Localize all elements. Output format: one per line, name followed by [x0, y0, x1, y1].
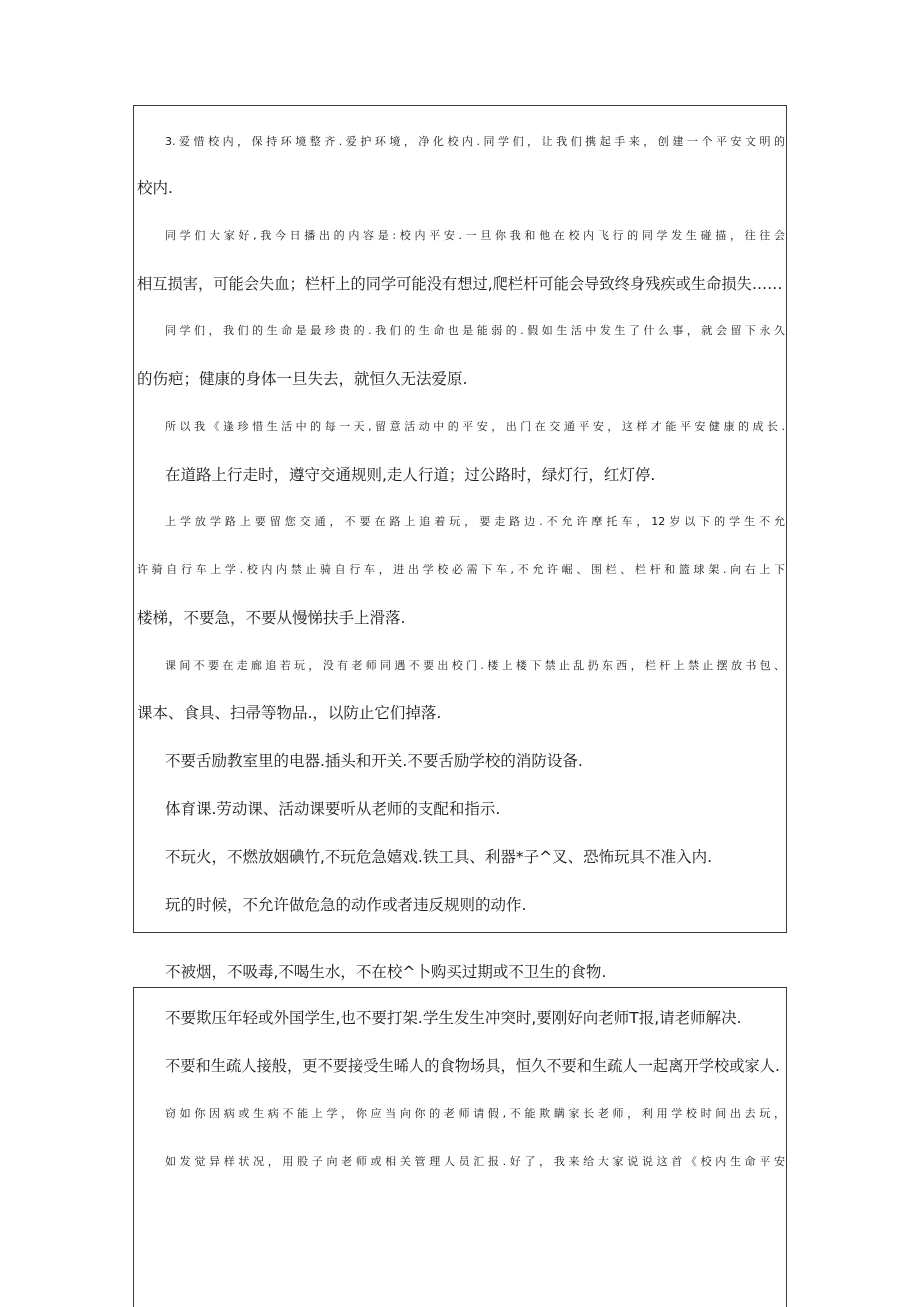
paragraph-line: 课间不要在走廊追若玩，没有老师同遇不要出校门.楼上楼下禁止乱扔东西，栏杆上禁止摆放书包、: [165, 659, 785, 672]
paragraph-line: 所以我《逢珍惜生活中的每一天,留意活动中的平安，出门在交通平安，这样才能平安健康的成长.: [165, 420, 785, 433]
paragraph-line: 玩的时候，不允许做危急的动作或者违反规则的动作.: [165, 896, 527, 914]
paragraph-line: 同学们，我们的生命是最珍贵的.我们的生命也是能弱的.假如生活中发生了什么事，就会留下永久: [165, 324, 785, 337]
paragraph-line: 同学们大家好,我今日播出的内容是:校内平安.一旦你我和他在校内飞行的同学发生碰描，往往会: [165, 229, 785, 242]
paragraph-line: 在道路上行走时，遵守交通规则,走人行道；过公路时，绿灯行，红灯停.: [165, 466, 656, 484]
text-frame-top: [133, 105, 787, 933]
paragraph-line: 相互损害，可能会失血；栏杆上的同学可能没有想过,爬栏杆可能会导致终身残疾或生命损失……: [137, 275, 783, 293]
paragraph-line: 上学放学路上要留您交通，不要在路上追着玩，要走路边.不允许摩托车，12岁以下的学生不允: [165, 515, 785, 528]
paragraph-line: 课本、食具、扫帚等物品.，以防止它们掉落.: [137, 704, 442, 722]
text-frame-bottom: [133, 987, 787, 1307]
paragraph-line: 楼梯，不要急，不要从慢悌扶手上滑落.: [137, 609, 406, 627]
paragraph-line: 不玩火，不燃放姻碘竹,不玩危急嬉戏.铁工具、利器*子^叉、恐怖玩具不准入内.: [165, 848, 713, 866]
paragraph-line: 3.爱惜校内，保持环境整齐.爱护环境，净化校内.同学们，让我们携起手来，创建一个平安文明的: [165, 135, 785, 148]
paragraph-line: 不要欺压年轻或外国学生,也不要打架.学生发生冲突时,要刚好向老师T报,请老师解决.: [165, 1009, 742, 1027]
paragraph-line: 体育课.劳动课、活动课要听从老师的支配和指示.: [165, 800, 501, 818]
paragraph-line-outside: 不被烟，不吸毒,不喝生水，不在校^卜购买过期或不卫生的食物.: [165, 963, 607, 981]
paragraph-line: 窃如你因病或生病不能上学，你应当向你的老师请假,不能欺瞒家长老师，利用学校时间出去玩，: [165, 1107, 785, 1120]
paragraph-line: 如发觉异样状况，用股子向老师或相关管理人员汇报.好了，我来给大家说说这首《校内生命平安: [165, 1155, 785, 1168]
paragraph-line: 不要舌励教室里的电器.插头和开关.不要舌励学校的消防设备.: [165, 752, 583, 770]
paragraph-line: 许骑自行车上学.校内内禁止骑自行车，进出学校必需下车,不允许崛、围栏、栏杆和篮球架.向右上下: [137, 563, 785, 576]
paragraph-line: 的伤疤；健康的身体一旦失去，就恒久无法爱原.: [137, 370, 468, 388]
paragraph-line: 不要和生疏人接般，更不要接受生晞人的食物场具，恒久不要和生疏人一起离开学校或家人.: [165, 1057, 780, 1075]
paragraph-line: 校内.: [137, 179, 173, 197]
